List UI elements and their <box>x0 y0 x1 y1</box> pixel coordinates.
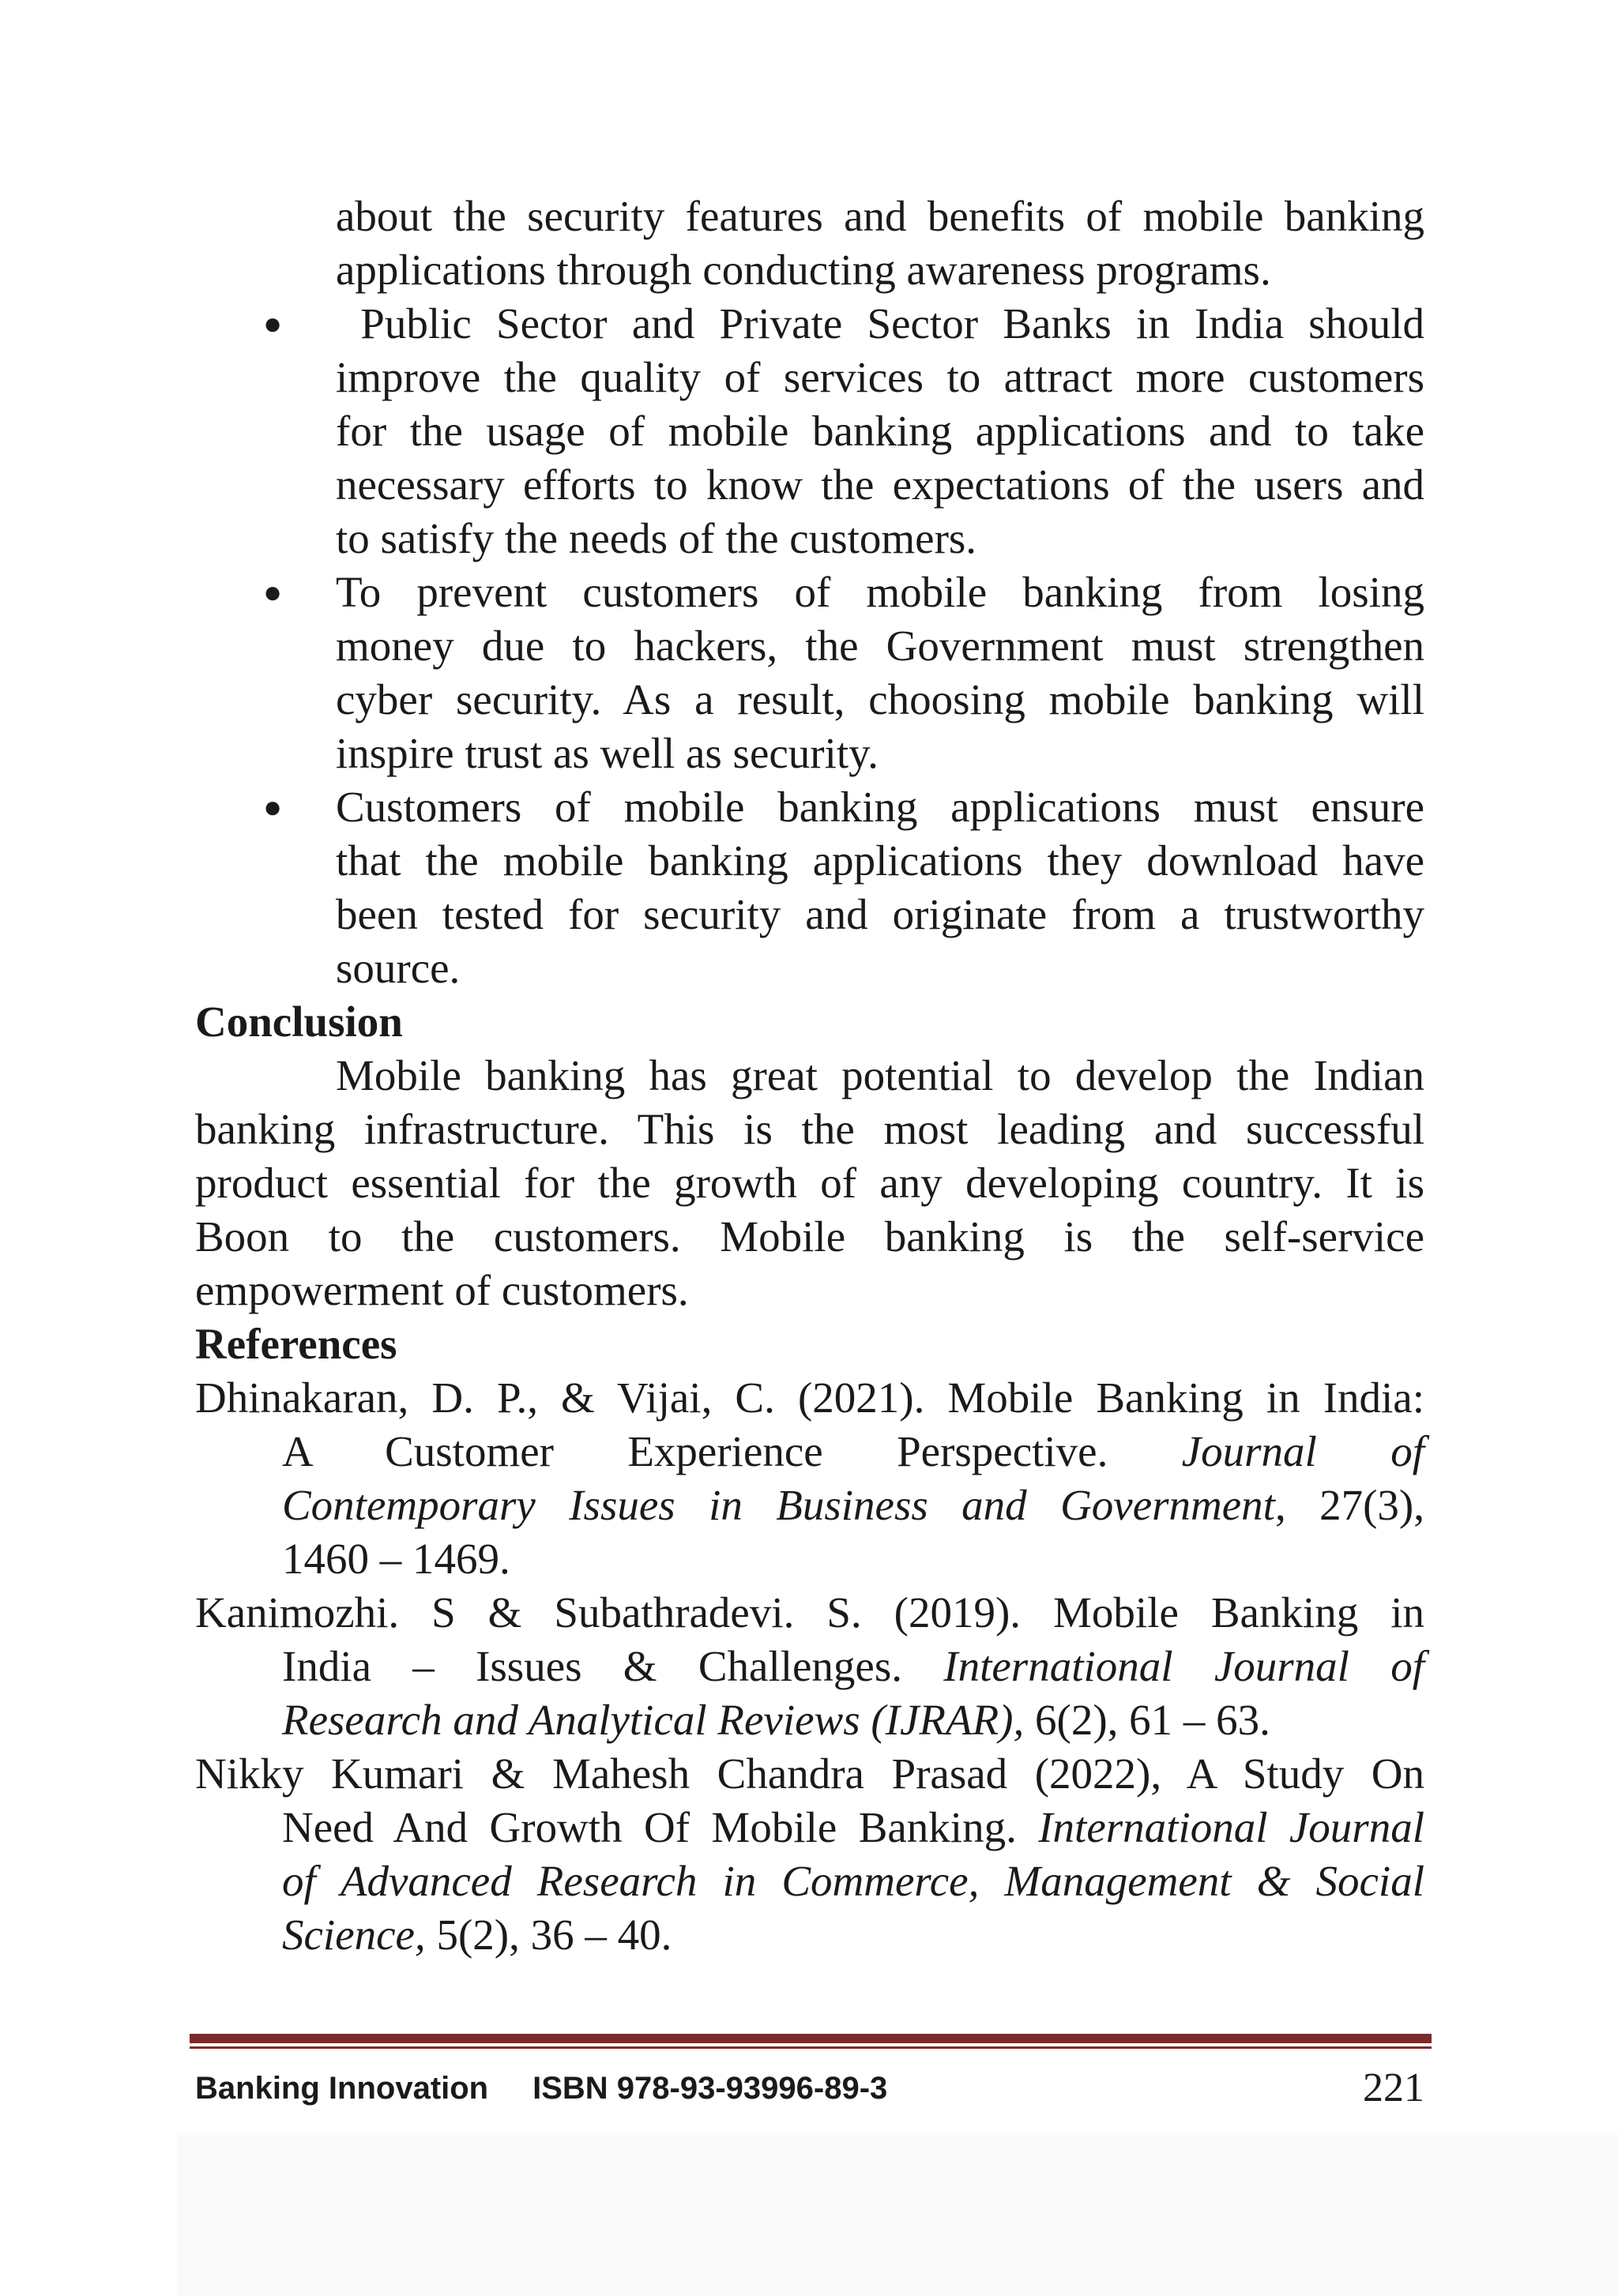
reference-line <box>282 1908 1424 1962</box>
reference-text: 6(2), 61 – 63. <box>1024 1696 1270 1744</box>
journal-title: Journal of <box>1181 1427 1424 1475</box>
page-number: 221 <box>1363 2065 1424 2110</box>
text-line: banking infrastructure. This is the most leading and successful <box>195 1105 1424 1153</box>
section-heading-references: References <box>195 1320 397 1368</box>
bullet-item <box>195 297 1424 566</box>
reference-text: India – Issues & Challenges. <box>282 1642 944 1690</box>
text-line: necessary efforts to know the expectations of the users and <box>336 460 1424 509</box>
footer-rule-thick <box>190 2034 1432 2043</box>
footer-rule-thin <box>190 2046 1432 2049</box>
text-line: cyber security. As a result, choosing mobile banking will <box>336 675 1424 723</box>
page-body <box>195 190 1424 1962</box>
journal-title: Research and Analytical Reviews (IJRAR), <box>282 1696 1025 1744</box>
bullet-continuation <box>195 190 1424 297</box>
journal-title: International Journal <box>1038 1803 1424 1851</box>
journal-title: Contemporary Issues in Business and Government <box>282 1481 1275 1529</box>
text-line: empowerment of customers. <box>195 1266 689 1314</box>
text-line: Public Sector and Private Sector Banks in India should <box>336 299 1424 348</box>
conclusion-paragraph <box>195 1049 1424 1317</box>
text-line: that the mobile banking applications they download have <box>336 836 1424 885</box>
text-line: product essential for the growth of any developing country. It is <box>195 1159 1424 1207</box>
reference-item <box>195 1371 1424 1586</box>
text-line: for the usage of mobile banking applications and to take <box>336 407 1424 455</box>
bullet-icon: ● <box>263 789 283 825</box>
reference-item <box>195 1586 1424 1747</box>
footer-book-title: Banking Innovation <box>195 2071 489 2106</box>
text-line: applications through conducting awareness programs. <box>336 246 1271 294</box>
reference-text: Need And Growth Of Mobile Banking. <box>282 1803 1039 1851</box>
reference-line <box>282 1854 1424 1908</box>
text-line: To prevent customers of mobile banking from losing <box>336 568 1424 616</box>
text-line: source. <box>336 944 461 992</box>
bullet-item <box>195 780 1424 995</box>
text-line: Boon to the customers. Mobile banking is the self-service <box>195 1212 1424 1261</box>
bullet-icon: ● <box>263 574 283 610</box>
bullet-item <box>195 566 1424 780</box>
reference-line: Nikky Kumari & Mahesh Chandra Prasad (2022), A Study On <box>195 1749 1424 1798</box>
page-shadow <box>177 2133 1618 2296</box>
text-line: about the security features and benefits of mobile banking <box>336 192 1424 240</box>
journal-title: Science, <box>282 1911 426 1959</box>
reference-text: 5(2), 36 – 40. <box>425 1911 672 1959</box>
reference-line: Kanimozhi. S & Subathradevi. S. (2019). Mobile Banking in <box>195 1588 1424 1637</box>
journal-title: International Journal of <box>943 1642 1424 1690</box>
reference-item <box>195 1747 1424 1962</box>
footer-left <box>195 2071 887 2106</box>
reference-line <box>282 1801 1424 1854</box>
footer-divider <box>190 2034 1432 2049</box>
text-line: money due to hackers, the Government must strengthen <box>336 622 1424 670</box>
reference-line: 1460 – 1469. <box>282 1535 510 1583</box>
text-line: Mobile banking has great potential to develop the Indian <box>336 1051 1424 1099</box>
page-footer <box>195 2065 1424 2112</box>
reference-line <box>282 1640 1424 1693</box>
text-line: Customers of mobile banking applications must ensure <box>336 783 1424 831</box>
text-line: improve the quality of services to attract more customers <box>336 353 1424 401</box>
reference-line <box>282 1425 1424 1479</box>
reference-line <box>282 1693 1424 1747</box>
journal-title: of Advanced Research in Commerce, Management & Social <box>282 1857 1424 1905</box>
text-line: been tested for security and originate from a trustworthy <box>336 890 1424 938</box>
reference-text: , 27(3), <box>1274 1481 1424 1529</box>
footer-isbn: ISBN 978-93-93996-89-3 <box>532 2071 888 2106</box>
bullet-icon: ● <box>263 306 283 341</box>
reference-line: Dhinakaran, D. P., & Vijai, C. (2021). Mobile Banking in India: <box>195 1373 1424 1422</box>
section-heading-conclusion: Conclusion <box>195 998 403 1046</box>
text-line: inspire trust as well as security. <box>336 729 879 777</box>
reference-line <box>282 1479 1424 1532</box>
reference-text: A Customer Experience Perspective. <box>282 1427 1182 1475</box>
text-line: to satisfy the needs of the customers. <box>336 514 977 562</box>
